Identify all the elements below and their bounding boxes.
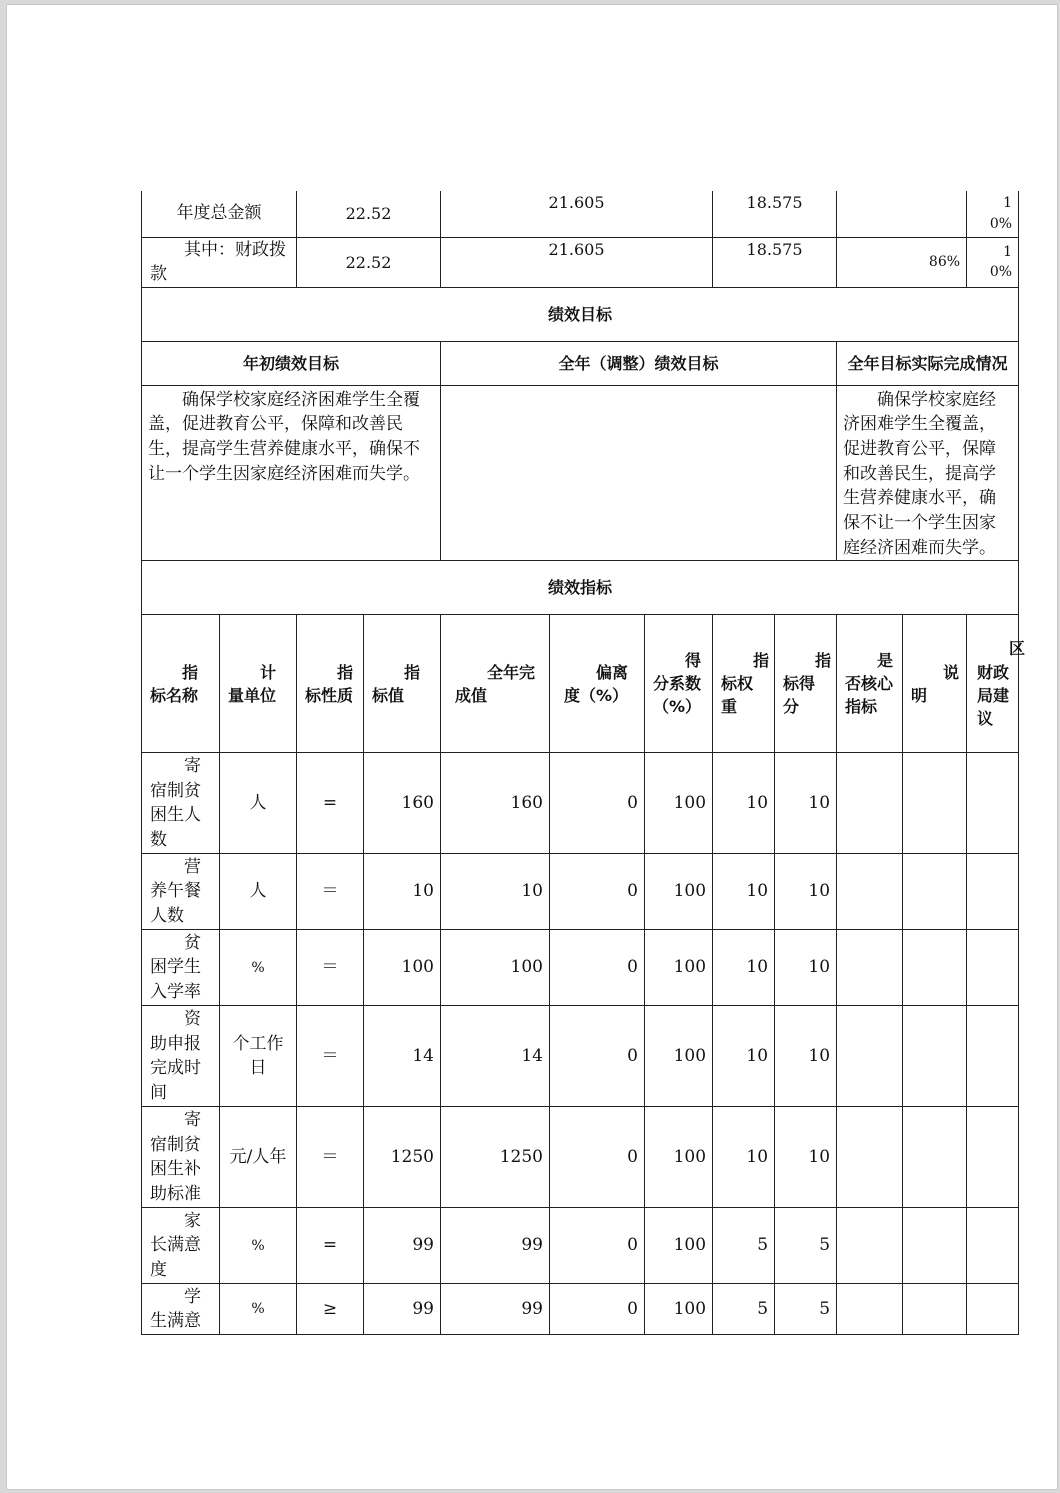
indicator-name: 寄宿制贫困生补助标准 <box>142 1107 220 1208</box>
indicator-actual: 100 <box>441 930 550 1006</box>
indicator-actual: 1250 <box>441 1107 550 1208</box>
fund-initial: 22.52 <box>297 237 441 287</box>
fund-label: 其中：财政拨款 <box>142 237 297 287</box>
header-core: 是否核心指标 <box>837 615 903 753</box>
indicator-core <box>837 753 903 854</box>
indicator-advice <box>967 1284 1019 1335</box>
indicator-row <box>142 753 1019 854</box>
indicator-coef: 100 <box>645 930 713 1006</box>
fund-rate: 86% <box>837 237 967 287</box>
indicator-actual: 14 <box>441 1006 550 1107</box>
goals-annual-text <box>441 385 837 560</box>
indicator-note <box>903 930 967 1006</box>
goals-col-annual: 全年（调整）绩效目标 <box>441 341 837 385</box>
indicator-nature: ＝ <box>297 854 364 930</box>
indicator-weight: 10 <box>713 753 775 854</box>
indicator-core <box>837 1107 903 1208</box>
indicator-advice <box>967 1107 1019 1208</box>
indicator-name: 学生满意 <box>142 1284 220 1335</box>
indicator-target: 160 <box>364 753 441 854</box>
indicator-core <box>837 1208 903 1284</box>
header-indicator-name: 指标名称 <box>142 615 220 753</box>
fund-rate <box>837 191 967 237</box>
indicator-name: 营养午餐人数 <box>142 854 220 930</box>
fund-label: 年度总金额 <box>142 191 297 237</box>
indicator-nature: ＝ <box>297 930 364 1006</box>
indicator-deviation: 0 <box>550 854 645 930</box>
indicator-score: 5 <box>775 1208 837 1284</box>
indicator-nature: ≥ <box>297 1284 364 1335</box>
indicator-deviation: 0 <box>550 1208 645 1284</box>
fund-annual: 21.605 <box>441 191 713 237</box>
indicator-row <box>142 1284 1019 1335</box>
indicator-actual: 10 <box>441 854 550 930</box>
fund-weight: 1 0% <box>967 191 1019 237</box>
indicator-actual: 99 <box>441 1208 550 1284</box>
indicator-advice <box>967 1208 1019 1284</box>
indicator-score: 10 <box>775 930 837 1006</box>
indicator-name: 家长满意度 <box>142 1208 220 1284</box>
fund-row-fiscal <box>142 237 1019 287</box>
indicator-weight: 10 <box>713 930 775 1006</box>
header-unit: 计量单位 <box>220 615 297 753</box>
indicator-core <box>837 854 903 930</box>
indicator-row <box>142 1107 1019 1208</box>
indicator-target: 99 <box>364 1208 441 1284</box>
fund-row-total <box>142 191 1019 237</box>
header-deviation: 偏离度（%） <box>550 615 645 753</box>
indicator-coef: 100 <box>645 854 713 930</box>
indicator-weight: 10 <box>713 854 775 930</box>
indicator-unit: % <box>220 930 297 1006</box>
indicator-nature: ＝ <box>297 1107 364 1208</box>
goals-actual-text: 确保学校家庭经济困难学生全覆盖，促进教育公平，保障和改善民生，提高学生营养健康水平，确保不让一个学生因家庭经济困难而失学。 <box>837 385 1019 560</box>
goals-section-title: 绩效目标 <box>142 287 1019 341</box>
indicator-target: 14 <box>364 1006 441 1107</box>
goals-initial-text: 确保学校家庭经济困难学生全覆盖，促进教育公平，保障和改善民生，提高学生营养健康水平，确保不让一个学生因家庭经济困难而失学。 <box>142 385 441 560</box>
indicator-coef: 100 <box>645 1284 713 1335</box>
indicator-target: 1250 <box>364 1107 441 1208</box>
indicator-target: 10 <box>364 854 441 930</box>
header-score: 指标得分 <box>775 615 837 753</box>
indicator-note <box>903 1208 967 1284</box>
indicator-note <box>903 1284 967 1335</box>
indicator-nature: = <box>297 753 364 854</box>
goals-section-row <box>142 287 1019 341</box>
indicator-note <box>903 1107 967 1208</box>
indicator-score: 10 <box>775 753 837 854</box>
goals-col-actual: 全年目标实际完成情况 <box>837 341 1019 385</box>
indicator-score: 10 <box>775 1006 837 1107</box>
header-target: 指标值 <box>364 615 441 753</box>
indicator-row <box>142 1208 1019 1284</box>
indicator-nature: = <box>297 1208 364 1284</box>
fund-initial: 22.52 <box>297 191 441 237</box>
indicator-coef: 100 <box>645 1208 713 1284</box>
fund-executed: 18.575 <box>713 237 837 287</box>
indicator-score: 10 <box>775 1107 837 1208</box>
indicator-unit: 元/人年 <box>220 1107 297 1208</box>
indicator-actual: 99 <box>441 1284 550 1335</box>
indicator-deviation: 0 <box>550 930 645 1006</box>
indicators-header-row <box>142 615 1019 753</box>
indicator-unit: 人 <box>220 854 297 930</box>
indicator-coef: 100 <box>645 1107 713 1208</box>
goals-col-initial: 年初绩效目标 <box>142 341 441 385</box>
indicator-advice <box>967 753 1019 854</box>
indicator-nature: ＝ <box>297 1006 364 1107</box>
indicator-coef: 100 <box>645 753 713 854</box>
header-advice: 区财政局建议 <box>967 615 1019 753</box>
indicator-weight: 10 <box>713 1107 775 1208</box>
performance-table <box>141 191 1026 1335</box>
goals-header-row <box>142 341 1019 385</box>
indicator-row <box>142 1006 1019 1107</box>
indicator-row <box>142 930 1019 1006</box>
indicator-deviation: 0 <box>550 753 645 854</box>
indicator-note <box>903 1006 967 1107</box>
indicator-note <box>903 854 967 930</box>
indicator-unit: 个工作日 <box>220 1006 297 1107</box>
fund-executed: 18.575 <box>713 191 837 237</box>
indicator-advice <box>967 930 1019 1006</box>
indicator-unit: % <box>220 1208 297 1284</box>
indicator-unit: % <box>220 1284 297 1335</box>
fund-annual: 21.605 <box>441 237 713 287</box>
indicator-weight: 5 <box>713 1208 775 1284</box>
indicator-name: 寄宿制贫困生人数 <box>142 753 220 854</box>
indicator-target: 100 <box>364 930 441 1006</box>
indicator-name: 贫困学生入学率 <box>142 930 220 1006</box>
goals-content-row <box>142 385 1019 560</box>
indicator-deviation: 0 <box>550 1284 645 1335</box>
indicators-section-title: 绩效指标 <box>142 561 1019 615</box>
indicators-section-row <box>142 561 1019 615</box>
indicator-score: 10 <box>775 854 837 930</box>
indicator-score: 5 <box>775 1284 837 1335</box>
indicator-core <box>837 1284 903 1335</box>
header-coef: 得分系数（%） <box>645 615 713 753</box>
indicator-name: 资助申报完成时间 <box>142 1006 220 1107</box>
header-nature: 指标性质 <box>297 615 364 753</box>
header-note: 说明 <box>903 615 967 753</box>
indicator-rows <box>142 753 1019 1335</box>
indicator-unit: 人 <box>220 753 297 854</box>
indicator-weight: 10 <box>713 1006 775 1107</box>
indicator-note <box>903 753 967 854</box>
indicator-row <box>142 854 1019 930</box>
indicator-coef: 100 <box>645 1006 713 1107</box>
indicator-actual: 160 <box>441 753 550 854</box>
indicator-weight: 5 <box>713 1284 775 1335</box>
header-actual: 全年完成值 <box>441 615 550 753</box>
indicator-advice <box>967 854 1019 930</box>
indicator-core <box>837 930 903 1006</box>
header-weight: 指标权重 <box>713 615 775 753</box>
indicator-deviation: 0 <box>550 1006 645 1107</box>
indicator-deviation: 0 <box>550 1107 645 1208</box>
fund-weight: 1 0% <box>967 237 1019 287</box>
indicator-target: 99 <box>364 1284 441 1335</box>
indicator-core <box>837 1006 903 1107</box>
indicator-advice <box>967 1006 1019 1107</box>
